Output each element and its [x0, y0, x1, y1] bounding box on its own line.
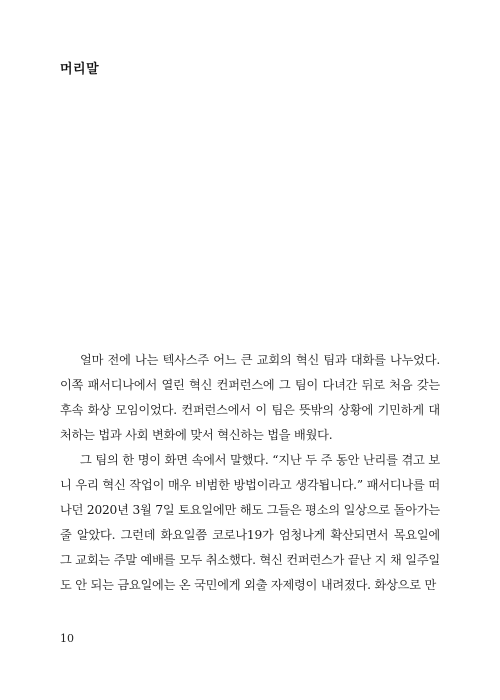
- page-number: 10: [60, 632, 74, 645]
- chapter-title: 머리말: [60, 62, 100, 77]
- paragraph: 그 팀의 한 명이 화면 속에서 말했다. “지난 두 주 동안 난리를 겪고 보니 우리 혁신 작업이 매우 비범한 방법이라고 생각됩니다.” 패서디나를 떠나던 2020년 3월 7일 토요일에만 해도 그들은 평소의 일상으로 돌아가는 줄 알았다. 그런데 화요일쯤 코로나19가 엄청나게 확산되면서 목요일에 그 교회는 주말 예배를 모두 취소했다. 혁신 컨퍼런스가 끝난 지 채 일주일도 안 되는 금요일에는 온 국민에게 외출 자제령이 내려졌다. 화상으로 만: [60, 453, 440, 592]
- body-text: [60, 348, 440, 598]
- paragraph: 얼마 전에 나는 텍사스주 어느 큰 교회의 혁신 팀과 대화를 나누었다. 이쪽 패서디나에서 열린 혁신 컨퍼런스에 그 팀이 다녀간 뒤로 처음 갖는 후속 화상 모임이었다. 컨퍼런스에서 이 팀은 뜻밖의 상황에 기민하게 대처하는 법과 사회 변화에 맞서 혁신하는 법을 배웠다.: [60, 353, 440, 442]
